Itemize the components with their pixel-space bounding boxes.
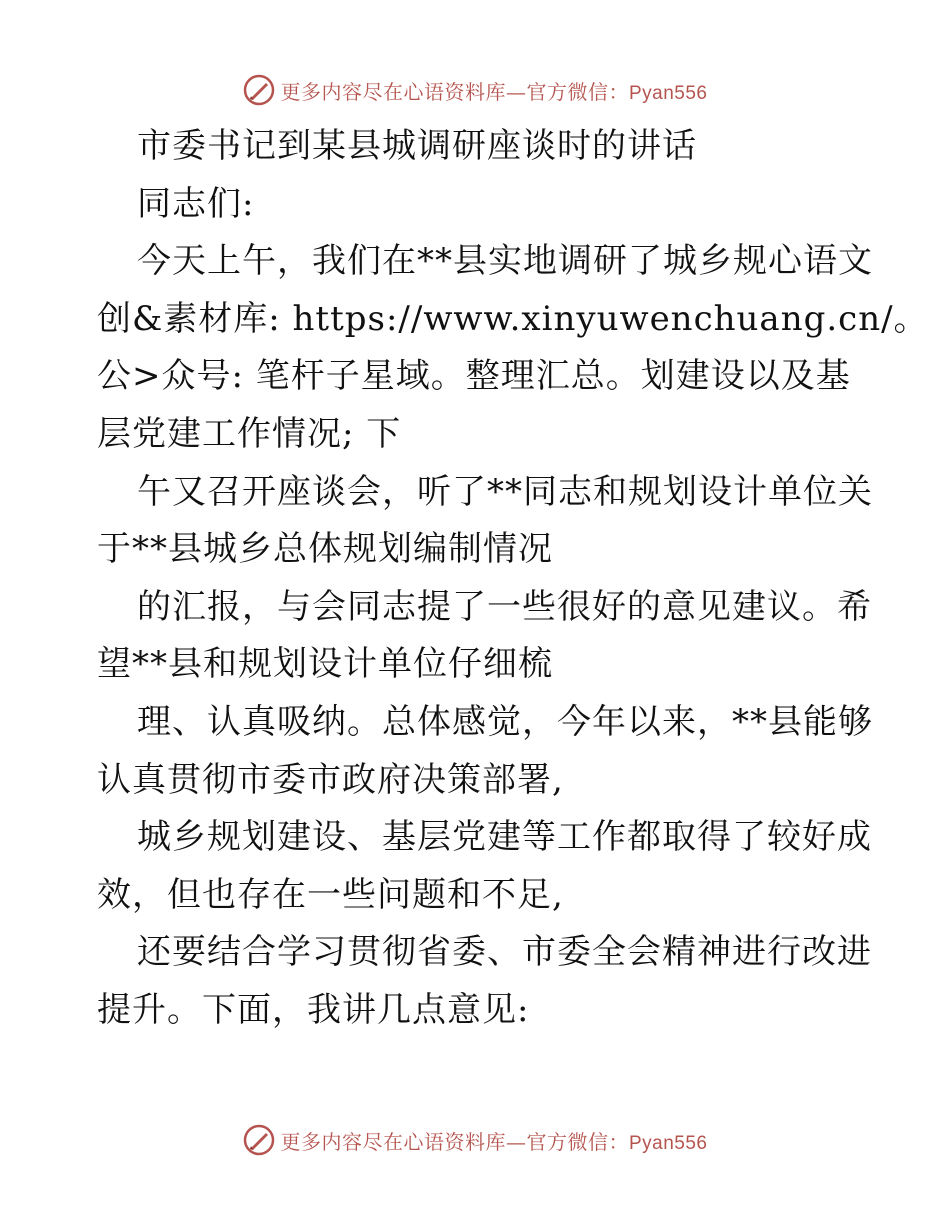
banner-text: 更多内容尽在心语资料库—官方微信：Pyan556 [280,79,708,104]
text-line: 效，但也存在一些问题和不足, [97,874,564,915]
text-line: 公>众号: 笔杆子星域。整理汇总。划建设以及基 [97,356,851,397]
footer-banner [0,1120,950,1160]
document-title: 市委书记到某县城调研座谈时的讲话 [137,126,697,166]
header-banner [0,70,950,110]
quill-logo-icon [242,1123,276,1157]
text-line: 的汇报，与会同志提了一些很好的意见建议。希 [137,586,872,627]
text-line: 午又召开座谈会，听了**同志和规划设计单位关 [137,471,873,512]
text-line: 理、认真吸纳。总体感觉，今年以来，**县能够 [137,701,873,742]
banner-text: 更多内容尽在心语资料库—官方微信：Pyan556 [280,1129,708,1154]
text-line: 望**县和规划设计单位仔细梳 [97,644,553,685]
wechat-id: Pyan556 [628,1132,708,1154]
text-line: 创&素材库: https://www.xinyuwenchuang.cn/。 [97,298,929,339]
text-line: 于**县城乡总体规划编制情况 [97,529,553,570]
wechat-id: Pyan556 [628,82,708,104]
text-line: 今天上午，我们在**县实地调研了城乡规心语文 [137,241,873,282]
text-line: 提升。下面，我讲几点意见: [97,989,530,1030]
text-line: 层党建工作情况; 下 [97,413,402,454]
text-line: 还要结合学习贯彻省委、市委全会精神进行改进 [137,932,872,973]
text-line: 同志们: [137,183,255,224]
text-line: 城乡规划建设、基层党建等工作都取得了较好成 [137,817,872,858]
text-line: 认真贯彻市委市政府决策部署, [97,759,564,800]
document-body [97,118,929,1040]
quill-logo-icon [242,73,276,107]
